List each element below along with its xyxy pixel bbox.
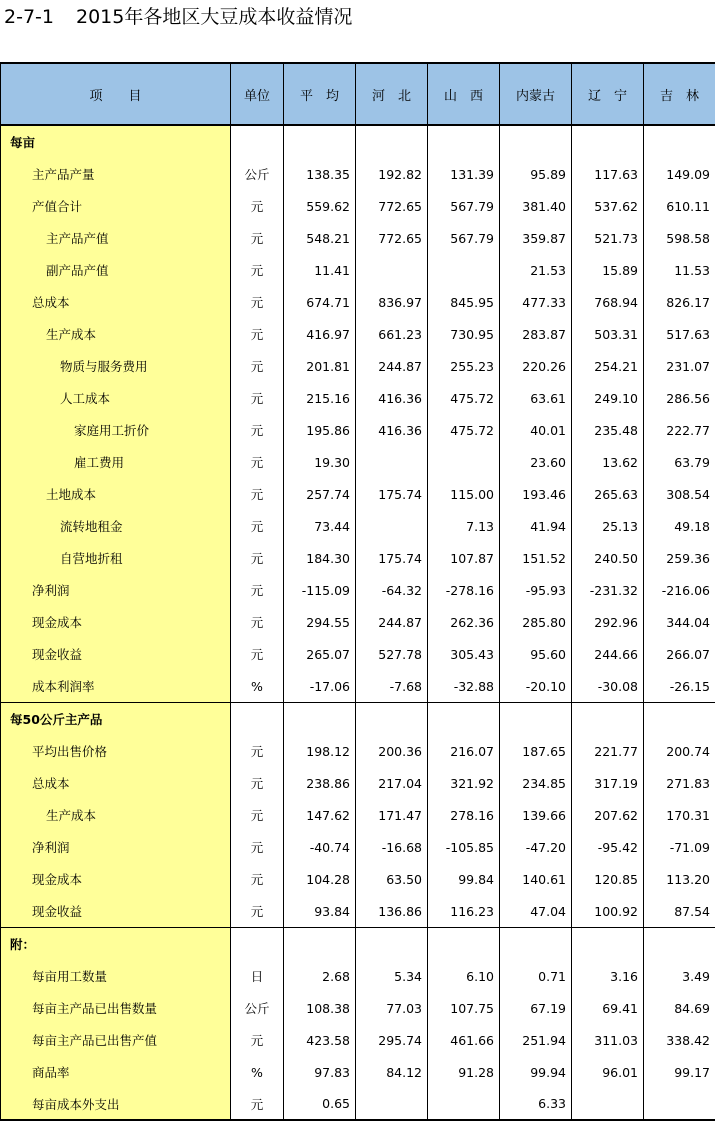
value-cell: 6.10 [428, 960, 500, 992]
value-cell: 87.54 [644, 895, 715, 928]
value-cell [356, 510, 428, 542]
value-cell: 292.96 [572, 606, 644, 638]
value-cell: 527.78 [356, 638, 428, 670]
row-label: 人工成本 [1, 382, 231, 414]
row-unit: 元 [231, 414, 284, 446]
table-row [1, 735, 715, 767]
table-row [1, 510, 715, 542]
row-unit: % [231, 1056, 284, 1088]
row-unit: 元 [231, 863, 284, 895]
value-cell: -95.93 [500, 574, 572, 606]
header-shanxi: 山 西 [428, 63, 500, 125]
value-cell: 99.17 [644, 1056, 715, 1088]
value-cell: 200.74 [644, 735, 715, 767]
header-row [1, 63, 715, 125]
value-cell: 262.36 [428, 606, 500, 638]
value-cell: 116.23 [428, 895, 500, 928]
table-row [1, 895, 715, 928]
value-cell: 13.62 [572, 446, 644, 478]
value-cell: 108.38 [284, 992, 356, 1024]
header-item: 项 目 [1, 63, 231, 125]
value-cell: 193.46 [500, 478, 572, 510]
row-unit: 元 [231, 735, 284, 767]
row-label: 每亩主产品已出售数量 [1, 992, 231, 1024]
row-unit: 元 [231, 542, 284, 574]
value-cell: -105.85 [428, 831, 500, 863]
row-label: 雇工费用 [1, 446, 231, 478]
row-unit: 元 [231, 190, 284, 222]
value-cell: 416.97 [284, 318, 356, 350]
row-unit: 元 [231, 254, 284, 286]
value-cell [428, 125, 500, 158]
value-cell: 131.39 [428, 158, 500, 190]
table-row [1, 831, 715, 863]
value-cell: 826.17 [644, 286, 715, 318]
value-cell: 238.86 [284, 767, 356, 799]
value-cell: 15.89 [572, 254, 644, 286]
row-label: 物质与服务费用 [1, 350, 231, 382]
value-cell [572, 125, 644, 158]
value-cell [356, 254, 428, 286]
row-label: 每亩 [1, 125, 231, 158]
value-cell: -32.88 [428, 670, 500, 703]
value-cell: 5.34 [356, 960, 428, 992]
value-cell [284, 703, 356, 736]
table-row [1, 1024, 715, 1056]
table-row [1, 382, 715, 414]
row-unit: 元 [231, 1088, 284, 1120]
value-cell: 100.92 [572, 895, 644, 928]
header-liaoning: 辽 宁 [572, 63, 644, 125]
value-cell [428, 928, 500, 961]
row-unit: 元 [231, 895, 284, 928]
value-cell: 198.12 [284, 735, 356, 767]
header-average: 平 均 [284, 63, 356, 125]
value-cell: 265.07 [284, 638, 356, 670]
row-unit [231, 928, 284, 961]
value-cell: 120.85 [572, 863, 644, 895]
value-cell: -17.06 [284, 670, 356, 703]
value-cell: 317.19 [572, 767, 644, 799]
value-cell: 3.49 [644, 960, 715, 992]
value-cell: 147.62 [284, 799, 356, 831]
value-cell: 136.86 [356, 895, 428, 928]
value-cell: 216.07 [428, 735, 500, 767]
value-cell: 139.66 [500, 799, 572, 831]
row-unit: 元 [231, 318, 284, 350]
value-cell: 84.12 [356, 1056, 428, 1088]
value-cell: 25.13 [572, 510, 644, 542]
value-cell [500, 703, 572, 736]
value-cell: 548.21 [284, 222, 356, 254]
table-row [1, 254, 715, 286]
row-unit [231, 703, 284, 736]
value-cell: 63.50 [356, 863, 428, 895]
value-cell: 610.11 [644, 190, 715, 222]
value-cell [572, 928, 644, 961]
row-unit: 元 [231, 638, 284, 670]
value-cell [428, 254, 500, 286]
value-cell: 99.94 [500, 1056, 572, 1088]
row-label: 总成本 [1, 286, 231, 318]
value-cell: 772.65 [356, 222, 428, 254]
value-cell: 115.00 [428, 478, 500, 510]
table-row [1, 1056, 715, 1088]
value-cell: 477.33 [500, 286, 572, 318]
row-unit: 元 [231, 382, 284, 414]
value-cell: 95.60 [500, 638, 572, 670]
value-cell: 240.50 [572, 542, 644, 574]
table-row [1, 158, 715, 190]
value-cell: 254.21 [572, 350, 644, 382]
value-cell: 285.80 [500, 606, 572, 638]
table-body [1, 125, 715, 1120]
value-cell: -30.08 [572, 670, 644, 703]
row-label: 生产成本 [1, 799, 231, 831]
row-unit: 公斤 [231, 992, 284, 1024]
value-cell: 200.36 [356, 735, 428, 767]
row-unit: 元 [231, 606, 284, 638]
value-cell: 244.87 [356, 350, 428, 382]
value-cell: 96.01 [572, 1056, 644, 1088]
value-cell: 215.16 [284, 382, 356, 414]
value-cell: 217.04 [356, 767, 428, 799]
value-cell: 6.33 [500, 1088, 572, 1120]
value-cell: 107.87 [428, 542, 500, 574]
value-cell: 521.73 [572, 222, 644, 254]
value-cell: 117.63 [572, 158, 644, 190]
value-cell: -95.42 [572, 831, 644, 863]
table-row [1, 863, 715, 895]
table-row [1, 190, 715, 222]
row-unit: 元 [231, 222, 284, 254]
value-cell: 7.13 [428, 510, 500, 542]
table-row [1, 414, 715, 446]
value-cell: 768.94 [572, 286, 644, 318]
section-row [1, 125, 715, 158]
value-cell: -64.32 [356, 574, 428, 606]
value-cell: 251.94 [500, 1024, 572, 1056]
row-unit: 元 [231, 767, 284, 799]
value-cell: 559.62 [284, 190, 356, 222]
row-label: 产值合计 [1, 190, 231, 222]
row-unit: 元 [231, 799, 284, 831]
row-unit: 元 [231, 350, 284, 382]
value-cell [356, 446, 428, 478]
value-cell [644, 1088, 715, 1120]
value-cell: 730.95 [428, 318, 500, 350]
table-row [1, 542, 715, 574]
value-cell: 73.44 [284, 510, 356, 542]
value-cell: -231.32 [572, 574, 644, 606]
value-cell: 305.43 [428, 638, 500, 670]
value-cell: 19.30 [284, 446, 356, 478]
value-cell [356, 125, 428, 158]
table-row [1, 574, 715, 606]
value-cell [356, 703, 428, 736]
value-cell: 171.47 [356, 799, 428, 831]
row-label: 每亩成本外支出 [1, 1088, 231, 1120]
value-cell: 278.16 [428, 799, 500, 831]
value-cell: 416.36 [356, 382, 428, 414]
value-cell: -20.10 [500, 670, 572, 703]
value-cell: 503.31 [572, 318, 644, 350]
row-label: 现金收益 [1, 895, 231, 928]
table-row [1, 286, 715, 318]
value-cell: 266.07 [644, 638, 715, 670]
value-cell: 3.16 [572, 960, 644, 992]
value-cell: 2.68 [284, 960, 356, 992]
value-cell: 149.09 [644, 158, 715, 190]
value-cell: 271.83 [644, 767, 715, 799]
value-cell: 249.10 [572, 382, 644, 414]
value-cell: 235.48 [572, 414, 644, 446]
row-label: 平均出售价格 [1, 735, 231, 767]
value-cell: -47.20 [500, 831, 572, 863]
value-cell: 286.56 [644, 382, 715, 414]
value-cell: -26.15 [644, 670, 715, 703]
value-cell: -278.16 [428, 574, 500, 606]
value-cell: 170.31 [644, 799, 715, 831]
value-cell: 63.61 [500, 382, 572, 414]
value-cell: 836.97 [356, 286, 428, 318]
value-cell: 11.53 [644, 254, 715, 286]
row-label: 净利润 [1, 574, 231, 606]
row-label: 自营地折租 [1, 542, 231, 574]
row-unit: 元 [231, 831, 284, 863]
value-cell: 257.74 [284, 478, 356, 510]
value-cell [356, 1088, 428, 1120]
value-cell: 283.87 [500, 318, 572, 350]
table-title: 2015年各地区大豆成本收益情况 [76, 6, 352, 28]
table-row [1, 799, 715, 831]
table-row [1, 960, 715, 992]
row-label: 成本利润率 [1, 670, 231, 703]
value-cell: 151.52 [500, 542, 572, 574]
value-cell: 244.66 [572, 638, 644, 670]
table-row [1, 446, 715, 478]
table-row [1, 222, 715, 254]
table-row [1, 350, 715, 382]
value-cell: 140.61 [500, 863, 572, 895]
value-cell: 244.87 [356, 606, 428, 638]
value-cell: 598.58 [644, 222, 715, 254]
row-unit: 元 [231, 446, 284, 478]
value-cell: 221.77 [572, 735, 644, 767]
value-cell: 99.84 [428, 863, 500, 895]
value-cell: 255.23 [428, 350, 500, 382]
row-label: 每亩用工数量 [1, 960, 231, 992]
value-cell: 187.65 [500, 735, 572, 767]
table-row [1, 606, 715, 638]
value-cell: 107.75 [428, 992, 500, 1024]
row-label: 流转地租金 [1, 510, 231, 542]
value-cell: -7.68 [356, 670, 428, 703]
value-cell: 381.40 [500, 190, 572, 222]
value-cell: 0.65 [284, 1088, 356, 1120]
table-row [1, 670, 715, 703]
value-cell: 674.71 [284, 286, 356, 318]
value-cell: 201.81 [284, 350, 356, 382]
value-cell: 175.74 [356, 542, 428, 574]
row-label: 总成本 [1, 767, 231, 799]
value-cell: 423.58 [284, 1024, 356, 1056]
value-cell: 461.66 [428, 1024, 500, 1056]
table-row [1, 478, 715, 510]
value-cell: 234.85 [500, 767, 572, 799]
value-cell: 537.62 [572, 190, 644, 222]
value-cell [356, 928, 428, 961]
value-cell: 321.92 [428, 767, 500, 799]
value-cell: -71.09 [644, 831, 715, 863]
value-cell: 344.04 [644, 606, 715, 638]
value-cell: 67.19 [500, 992, 572, 1024]
value-cell: 359.87 [500, 222, 572, 254]
value-cell: 475.72 [428, 414, 500, 446]
value-cell: 84.69 [644, 992, 715, 1024]
row-unit: % [231, 670, 284, 703]
header-unit: 单位 [231, 63, 284, 125]
cost-income-table [0, 62, 715, 1121]
row-label: 副产品产值 [1, 254, 231, 286]
value-cell: 40.01 [500, 414, 572, 446]
value-cell: -216.06 [644, 574, 715, 606]
value-cell: 23.60 [500, 446, 572, 478]
row-label: 家庭用工折价 [1, 414, 231, 446]
value-cell: 175.74 [356, 478, 428, 510]
value-cell: 416.36 [356, 414, 428, 446]
section-row [1, 928, 715, 961]
value-cell: 93.84 [284, 895, 356, 928]
value-cell: 772.65 [356, 190, 428, 222]
value-cell: 517.63 [644, 318, 715, 350]
value-cell [500, 125, 572, 158]
value-cell: 41.94 [500, 510, 572, 542]
value-cell: 475.72 [428, 382, 500, 414]
header-hebei: 河 北 [356, 63, 428, 125]
header-neimenggu: 内蒙古 [500, 63, 572, 125]
value-cell: -40.74 [284, 831, 356, 863]
row-unit: 元 [231, 286, 284, 318]
value-cell: 63.79 [644, 446, 715, 478]
value-cell [428, 446, 500, 478]
value-cell [428, 1088, 500, 1120]
row-label: 土地成本 [1, 478, 231, 510]
value-cell [644, 703, 715, 736]
value-cell: 207.62 [572, 799, 644, 831]
value-cell: 195.86 [284, 414, 356, 446]
value-cell: 567.79 [428, 190, 500, 222]
table-code: 2-7-1 [4, 6, 54, 28]
value-cell: 222.77 [644, 414, 715, 446]
value-cell: 11.41 [284, 254, 356, 286]
value-cell: 104.28 [284, 863, 356, 895]
row-unit: 日 [231, 960, 284, 992]
row-label: 附： [1, 928, 231, 961]
value-cell: 95.89 [500, 158, 572, 190]
value-cell: 69.41 [572, 992, 644, 1024]
value-cell [500, 928, 572, 961]
row-unit: 元 [231, 510, 284, 542]
value-cell: 231.07 [644, 350, 715, 382]
value-cell: 113.20 [644, 863, 715, 895]
value-cell: 265.63 [572, 478, 644, 510]
value-cell: -16.68 [356, 831, 428, 863]
row-unit: 公斤 [231, 158, 284, 190]
value-cell: 845.95 [428, 286, 500, 318]
row-unit: 元 [231, 1024, 284, 1056]
value-cell: 259.36 [644, 542, 715, 574]
value-cell: 91.28 [428, 1056, 500, 1088]
row-unit: 元 [231, 478, 284, 510]
value-cell: 97.83 [284, 1056, 356, 1088]
value-cell: 49.18 [644, 510, 715, 542]
value-cell: 184.30 [284, 542, 356, 574]
table-row [1, 1088, 715, 1120]
section-row [1, 703, 715, 736]
row-label: 现金收益 [1, 638, 231, 670]
value-cell: 47.04 [500, 895, 572, 928]
row-label: 现金成本 [1, 863, 231, 895]
header-jilin: 吉 林 [644, 63, 715, 125]
value-cell: 308.54 [644, 478, 715, 510]
value-cell [428, 703, 500, 736]
table-row [1, 767, 715, 799]
value-cell [572, 1088, 644, 1120]
row-label: 主产品产值 [1, 222, 231, 254]
value-cell: 138.35 [284, 158, 356, 190]
value-cell [284, 125, 356, 158]
value-cell: 338.42 [644, 1024, 715, 1056]
row-label: 主产品产量 [1, 158, 231, 190]
row-label: 生产成本 [1, 318, 231, 350]
value-cell: 294.55 [284, 606, 356, 638]
row-unit: 元 [231, 574, 284, 606]
value-cell: 567.79 [428, 222, 500, 254]
value-cell: -115.09 [284, 574, 356, 606]
table-row [1, 318, 715, 350]
value-cell: 192.82 [356, 158, 428, 190]
value-cell [644, 928, 715, 961]
value-cell: 0.71 [500, 960, 572, 992]
row-label: 现金成本 [1, 606, 231, 638]
row-label: 每50公斤主产品 [1, 703, 231, 736]
value-cell: 220.26 [500, 350, 572, 382]
table-row [1, 992, 715, 1024]
value-cell: 661.23 [356, 318, 428, 350]
value-cell [284, 928, 356, 961]
value-cell: 21.53 [500, 254, 572, 286]
row-label: 商品率 [1, 1056, 231, 1088]
row-label: 每亩主产品已出售产值 [1, 1024, 231, 1056]
value-cell: 311.03 [572, 1024, 644, 1056]
page-title [4, 2, 352, 32]
value-cell: 295.74 [356, 1024, 428, 1056]
value-cell [644, 125, 715, 158]
row-unit [231, 125, 284, 158]
value-cell: 77.03 [356, 992, 428, 1024]
value-cell [572, 703, 644, 736]
table-row [1, 638, 715, 670]
row-label: 净利润 [1, 831, 231, 863]
